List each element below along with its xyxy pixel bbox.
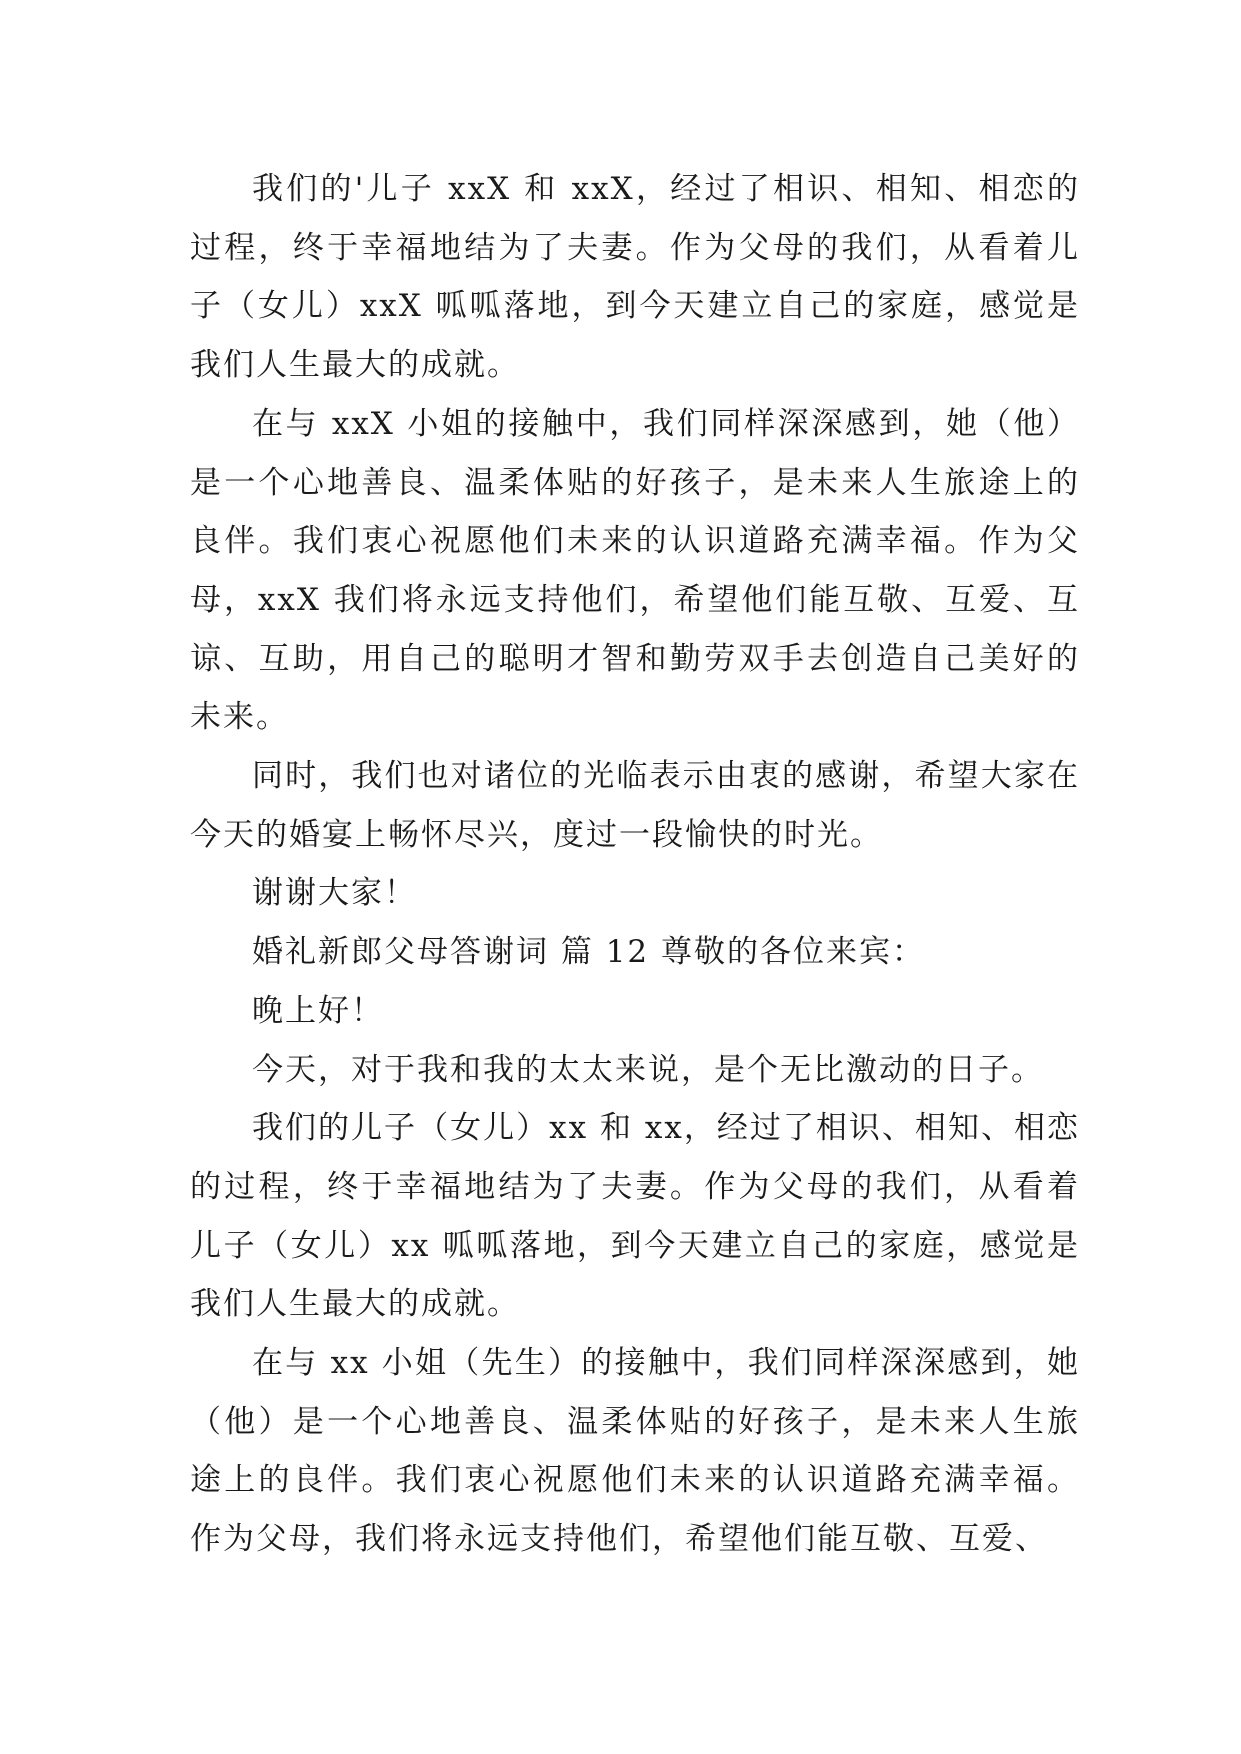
paragraph: 我们的'儿子 xxX 和 xxX，经过了相识、相知、相恋的过程，终于幸福地结为了夫妻。作为父母的我们，从看着儿子（女儿）xxX 呱呱落地，到今天建立自己的家庭，感觉是我们人生最大的成就。	[190, 171, 1080, 384]
paragraph: 在与 xxX 小姐的接触中，我们同样深深感到，她（他）是一个心地善良、温柔体贴的好孩子，是未来人生旅途上的良伴。我们衷心祝愿他们未来的认识道路充满幸福。作为父母，xxX 我们将永远支持他们，希望他们能互敬、互爱、互谅、互助，用自己的聪明才智和勤劳双手去创造自己美好的未来。	[190, 405, 1080, 736]
paragraph: 我们的儿子（女儿）xx 和 xx，经过了相识、相知、相恋的过程，终于幸福地结为了夫妻。作为父母的我们，从看着儿子（女儿）xx 呱呱落地，到今天建立自己的家庭，感觉是我们人生最大的成就。	[190, 1110, 1080, 1323]
paragraph: 在与 xx 小姐（先生）的接触中，我们同样深深感到，她（他）是一个心地善良、温柔体贴的好孩子，是未来人生旅途上的良伴。我们衷心祝愿他们未来的认识道路充满幸福。作为父母，我们将永远支持他们，希望他们能互敬、互爱、	[190, 1345, 1080, 1558]
section-heading: 婚礼新郎父母答谢词 篇 12 尊敬的各位来宾：	[252, 934, 926, 971]
document-body	[190, 160, 1080, 1569]
paragraph: 今天，对于我和我的太太来说，是个无比激动的日子。	[252, 1051, 1044, 1088]
paragraph: 晚上好！	[252, 992, 384, 1029]
paragraph: 同时，我们也对诸位的光临表示由衷的感谢，希望大家在今天的婚宴上畅怀尽兴，度过一段愉快的时光。	[190, 758, 1080, 853]
paragraph: 谢谢大家！	[252, 875, 417, 912]
